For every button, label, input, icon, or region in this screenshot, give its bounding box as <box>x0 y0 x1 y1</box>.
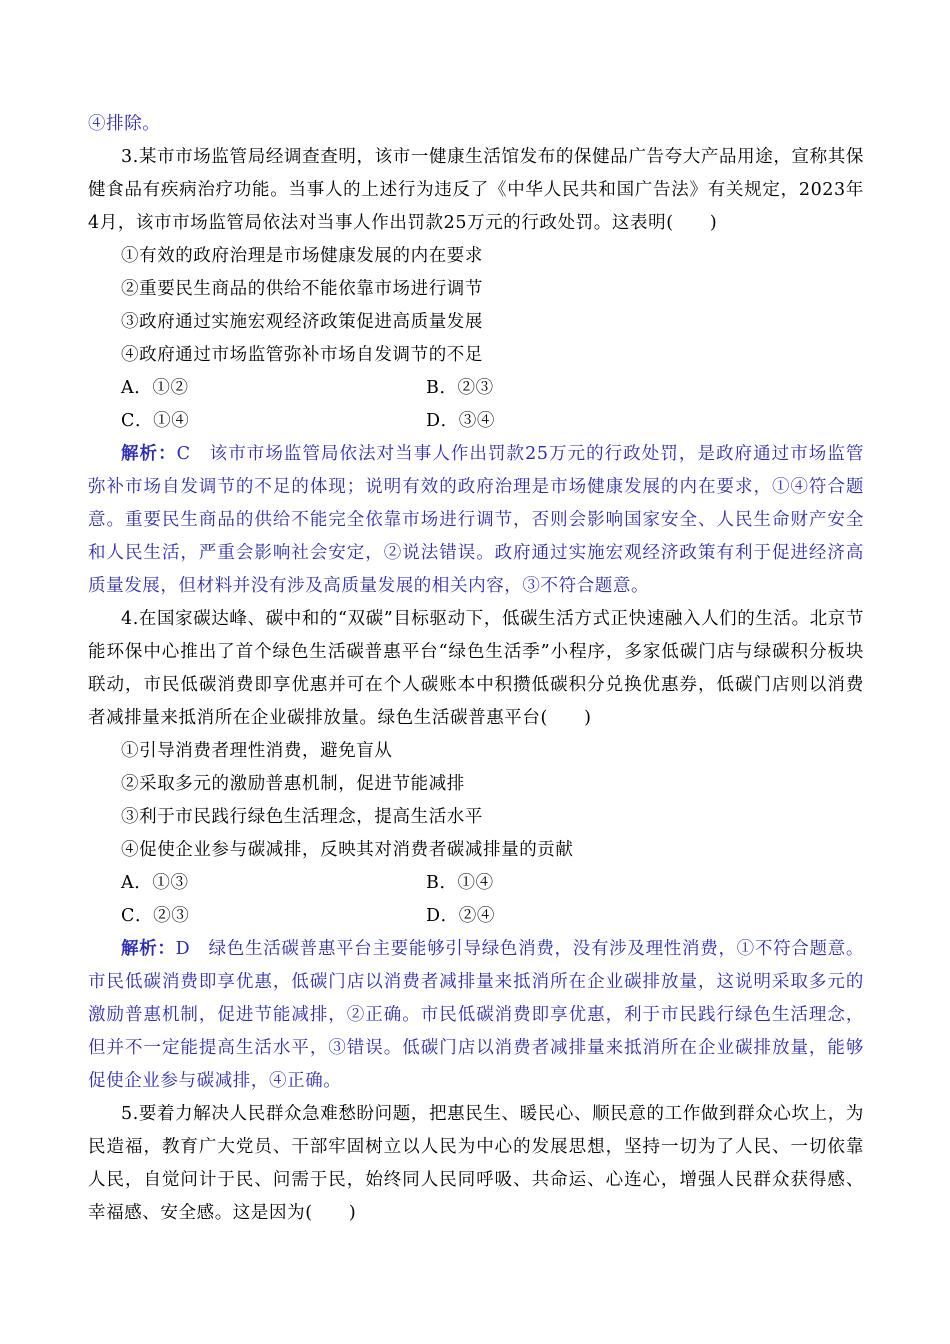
option-a: A．①② <box>121 378 189 398</box>
option-d: D．③④ <box>426 411 495 431</box>
options-row <box>88 900 864 933</box>
question-stem: 4.在国家碳达峰、碳中和的“双碳”目标驱动下，低碳生活方式正快速融入人们的生活。北京节能环保中心推出了首个绿色生活碳普惠平台“绿色生活季”小程序，多家低碳门店与绿碳积分板块联动，市民低碳消费即享优惠并可在个人碳账本中积攒低碳积分兑换优惠券，低碳门店则以消费者减排量来抵消所在企业碳排放量。绿色生活碳普惠平台( ) <box>88 609 864 728</box>
options-row <box>88 372 864 405</box>
option-b: B．②③ <box>426 378 494 398</box>
options-row <box>88 867 864 900</box>
analysis-text: C 该市市场监管局依法对当事人作出罚款25万元的行政处罚，是政府通过市场监管弥补市场自发调节的不足的体现；说明有效的政府治理是市场健康发展的内在要求，①④符合题意。重要民生商品的供给不能完全依靠市场进行调节，否则会影响国家安全、人民生命财产安全和人民生活，严重会影响社会安定，②说法错误。政府通过实施宏观经济政策有利于促进经济高质量发展，但材料并没有涉及高质量发展的相关内容，③不符合题意。 <box>88 444 864 596</box>
statement-4: ④促使企业参与碳减排，反映其对消费者碳减排量的贡献 <box>121 840 574 860</box>
analysis-label: 解析： <box>121 444 177 464</box>
option-a: A．①③ <box>121 873 189 893</box>
option-c: C．②③ <box>121 906 190 926</box>
analysis-block <box>88 933 864 1098</box>
question-stem: 5.要着力解决人民群众急难愁盼问题，把惠民生、暖民心、顺民意的工作做到群众心坎上，为民造福，教育广大党员、干部牢固树立以人民为中心的发展思想，坚持一切为了人民、一切依靠人民，自觉问计于民、问需于民，始终同人民同呼吸、共命运、心连心，增强人民群众获得感、幸福感、安全感。这是因为( ) <box>88 1104 864 1223</box>
statement-3: ③利于市民践行绿色生活理念，提高生活水平 <box>121 807 483 827</box>
statement-4: ④政府通过市场监管弥补市场自发调节的不足 <box>121 345 483 365</box>
previous-analysis-tail: ④排除。 <box>88 114 161 134</box>
statement-1: ①引导消费者理性消费，避免盲从 <box>121 741 393 761</box>
statement-1: ①有效的政府治理是市场健康发展的内在要求 <box>121 246 483 266</box>
statement-3: ③政府通过实施宏观经济政策促进高质量发展 <box>121 312 483 332</box>
analysis-text: D 绿色生活碳普惠平台主要能够引导绿色消费，没有涉及理性消费，①不符合题意。市民低碳消费即享优惠，低碳门店以消费者减排量来抵消所在企业碳排放量，这说明采取多元的激励普惠机制，促进节能减排，②正确。市民低碳消费即享优惠，利于市民践行绿色生活理念，但并不一定能提高生活水平，③错误。低碳门店以消费者减排量来抵消所在企业碳排放量，能够促使企业参与碳减排，④正确。 <box>88 939 865 1091</box>
analysis-block <box>88 438 864 603</box>
question-4 <box>88 603 864 1098</box>
statement-2: ②重要民生商品的供给不能依靠市场进行调节 <box>121 279 483 299</box>
document-page <box>88 108 864 1230</box>
question-3 <box>88 141 864 603</box>
option-c: C．①④ <box>121 411 190 431</box>
question-5 <box>88 1098 864 1230</box>
statement-2: ②采取多元的激励普惠机制，促进节能减排 <box>121 774 465 794</box>
option-d: D．②④ <box>426 906 495 926</box>
option-b: B．①④ <box>426 873 494 893</box>
options-row <box>88 405 864 438</box>
question-stem: 3.某市市场监管局经调查查明，该市一健康生活馆发布的保健品广告夸大产品用途，宣称其保健食品有疾病治疗功能。当事人的上述行为违反了《中华人民共和国广告法》有关规定，2023年4月，该市市场监管局依法对当事人作出罚款25万元的行政处罚。这表明( ) <box>88 147 864 233</box>
analysis-label: 解析： <box>121 939 176 959</box>
